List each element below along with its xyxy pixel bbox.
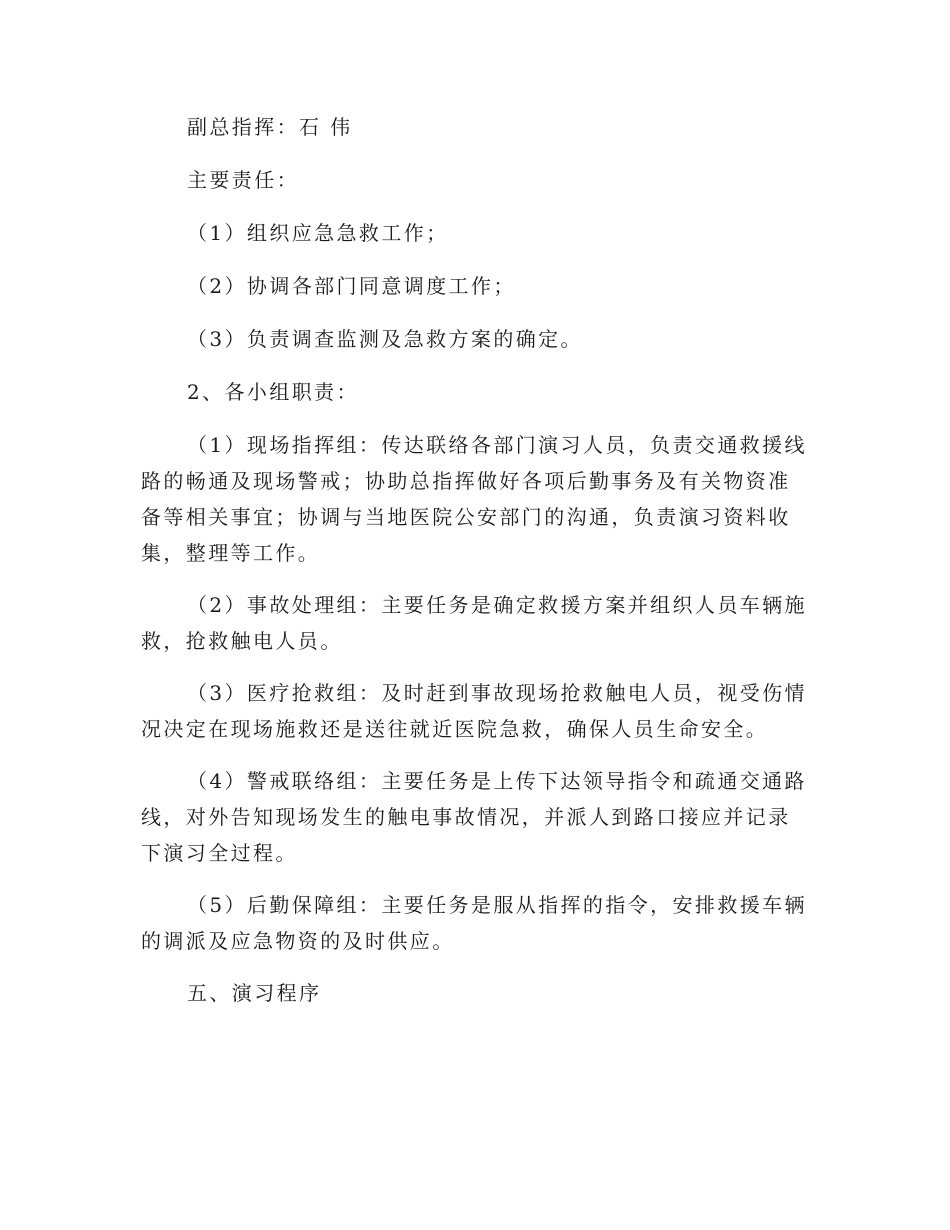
section-heading-drill-procedure: 五、演习程序 bbox=[187, 981, 322, 1005]
paragraph-group-guard-liaison: （4）警戒联络组：主要任务是上传下达领导指令和疏通交通路线，对外告知现场发生的触电事故情况，并派人到路口接应并记录下演习全过程。 bbox=[141, 769, 807, 865]
paragraph-responsibility-1: （1）组织应急急救工作； bbox=[187, 221, 449, 245]
paragraph-responsibility-2: （2）协调各部门同意调度工作； bbox=[187, 274, 516, 298]
paragraph-main-responsibility-heading: 主要责任： bbox=[187, 168, 299, 192]
paragraph-group-medical-rescue: （3）医疗抢救组：及时赶到事故现场抢救触电人员，视受伤情况决定在现场施救还是送往就近医院急救，确保人员生命安全。 bbox=[141, 681, 807, 741]
document-body bbox=[141, 109, 811, 1011]
paragraph-group-accident-handling: （2）事故处理组：主要任务是确定救援方案并组织人员车辆施救，抢救触电人员。 bbox=[141, 593, 807, 653]
paragraph-responsibility-3: （3）负责调查监测及急救方案的确定。 bbox=[187, 327, 583, 351]
paragraph-group-logistics: （5）后勤保障组：主要任务是服从指挥的指令，安排救援车辆的调派及应急物资的及时供应。 bbox=[141, 893, 807, 953]
paragraph-group-duties-heading: 2、各小组职责： bbox=[187, 380, 359, 404]
paragraph-group-site-command: （1）现场指挥组：传达联络各部门演习人员，负责交通救援线路的畅通及现场警戒；协助总指挥做好各项后勤事务及有关物资准备等相关事宜；协调与当地医院公安部门的沟通，负责演习资料收集，整理等工作。 bbox=[141, 433, 807, 565]
paragraph-deputy-commander: 副总指挥：石 伟 bbox=[187, 115, 353, 139]
